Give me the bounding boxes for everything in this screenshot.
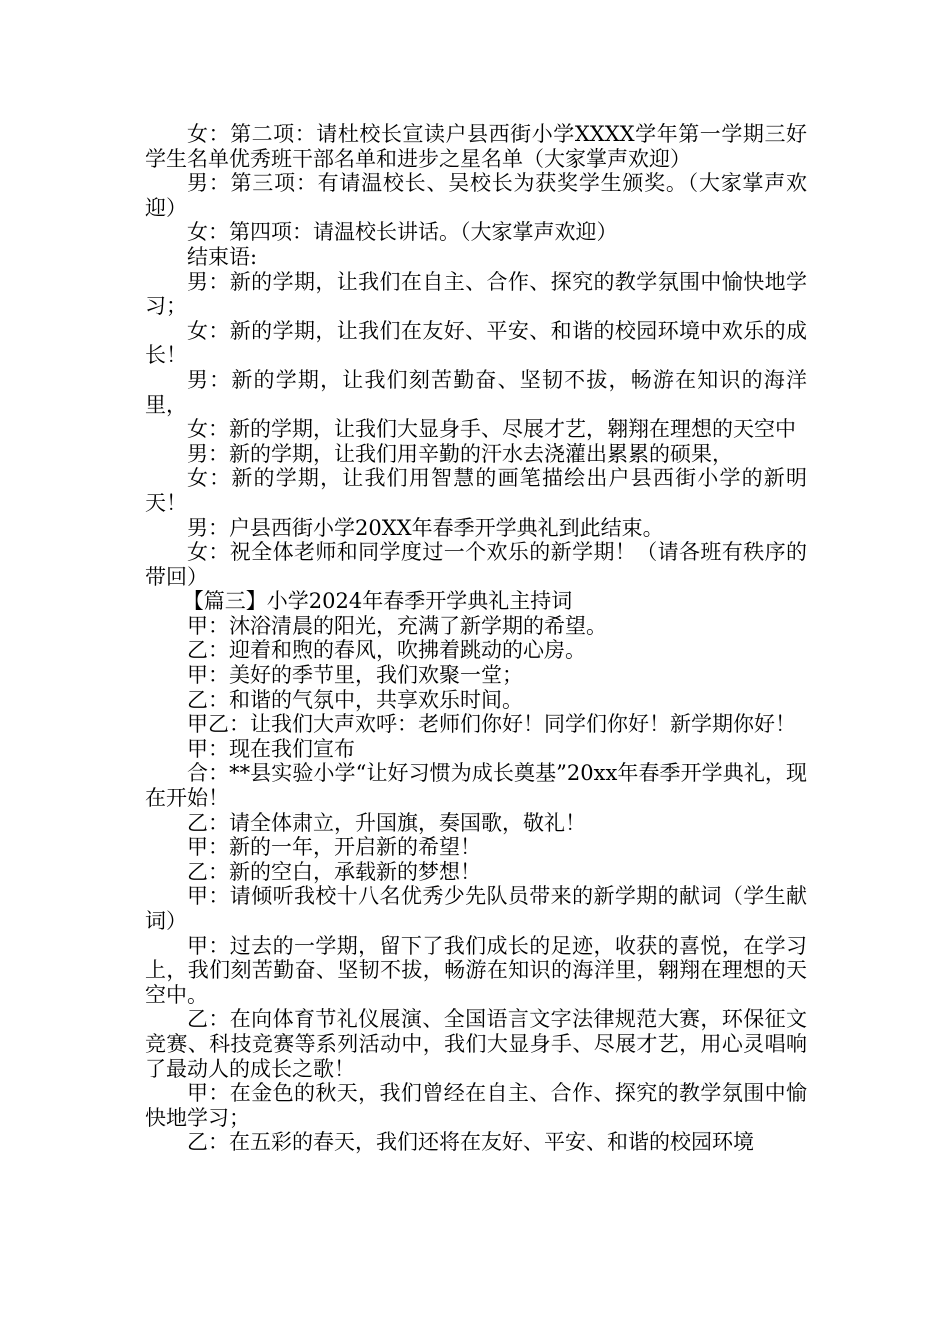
section-heading: 【篇三】小学2024年春季开学典礼主持词 [182,589,573,614]
paragraph: 甲：在金色的秋天，我们曾经在自主、合作、探究的教学氛围中愉快地学习； [145,1081,807,1130]
paragraph: 女：第二项：请杜校长宣读户县西街小学XXXX学年第一学期三好学生名单优秀班干部名单和进步之星名单（大家掌声欢迎） [145,122,807,171]
paragraph: 甲：现在我们宣布 [187,736,355,761]
paragraph: 合：**县实验小学“让好习惯为成长奠基”20xx年春季开学典礼，现在开始！ [145,761,807,811]
paragraph: 乙：新的空白，承载新的梦想！ [187,859,481,884]
paragraph: 甲乙：让我们大声欢呼：老师们你好！同学们你好！新学期你好！ [187,712,796,737]
document-body [145,122,807,1155]
paragraph: 乙：和谐的气氛中，共享欢乐时间。 [187,687,523,712]
paragraph: 男：户县西街小学20XX年春季开学典礼到此结束。 [187,515,664,540]
paragraph: 甲：过去的一学期，留下了我们成长的足迹，收获的喜悦，在学习上，我们刻苦勤奋、坚韧不拔，畅游在知识的海洋里，翱翔在理想的天空中。 [145,933,807,1007]
paragraph: 乙：迎着和煦的春风，吹拂着跳动的心房。 [187,638,586,663]
paragraph: 乙：在向体育节礼仪展演、全国语言文字法律规范大赛，环保征文竞赛、科技竞赛等系列活动中，我们大显身手、尽展才艺，用心灵唱响了最动人的成长之歌！ [145,1007,807,1081]
paragraph: 男：新的学期，让我们在自主、合作、探究的教学氛围中愉快地学习； [145,269,807,319]
paragraph: 女：新的学期，让我们在友好、平安、和谐的校园环境中欢乐的成长！ [145,318,807,368]
paragraph: 男：新的学期，让我们用辛勤的汗水去浇灌出累累的硕果， [187,441,733,466]
paragraph: 男：第三项：有请温校长、吴校长为获奖学生颁奖。（大家掌声欢迎） [145,171,807,220]
paragraph: 乙：在五彩的春天，我们还将在友好、平安、和谐的校园环境 [187,1130,754,1155]
paragraph: 甲：请倾听我校十八名优秀少先队员带来的新学期的献词（学生献词） [145,884,807,933]
paragraph: 结束语: [187,244,258,269]
paragraph: 女：祝全体老师和同学度过一个欢乐的新学期！（请各班有秩序的带回） [145,540,807,589]
paragraph: 甲：沐浴清晨的阳光，充满了新学期的希望。 [187,613,607,638]
paragraph: 女：第四项：请温校长讲话。（大家掌声欢迎） [187,220,618,245]
paragraph: 女：新的学期，让我们大显身手、尽展才艺，翱翔在理想的天空中 [187,417,796,442]
paragraph: 男：新的学期，让我们刻苦勤奋、坚韧不拔，畅游在知识的海洋里， [145,367,807,417]
paragraph: 女：新的学期，让我们用智慧的画笔描绘出户县西街小学的新明天！ [145,466,807,515]
paragraph: 甲：新的一年，开启新的希望！ [187,835,481,860]
paragraph: 甲：美好的季节里，我们欢聚一堂； [187,663,523,688]
paragraph: 乙：请全体肃立，升国旗，奏国歌，敬礼！ [187,810,586,835]
